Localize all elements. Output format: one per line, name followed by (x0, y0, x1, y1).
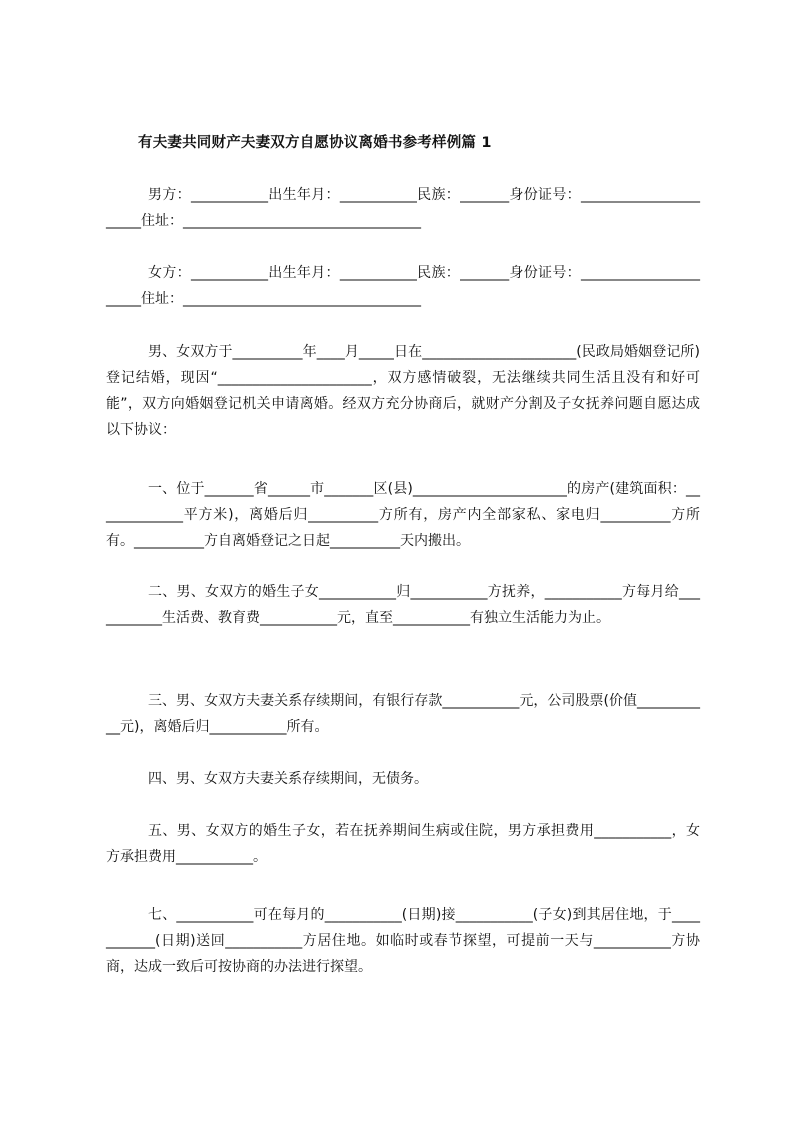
paragraph-clause-visitation: 七、___________可在每月的___________(日期)接___________(子女)到其居住地，于___________(日期)送回___________方居住地。如临时或春节探望，可提前一天与___________方协商，达成一致后可按协商的办法进行探望。 (106, 907, 700, 975)
paragraph-clause-medical: 五、男、女双方的婚生子女，若在抚养期间生病或住院，男方承担费用___________，女方承担费用___________。 (106, 823, 700, 865)
paragraph-clause-savings: 三、男、女双方夫妻关系存续期间，有银行存款___________元，公司股票(价值___________元)，离婚后归___________所有。 (106, 693, 700, 735)
paragraph-female-info: 女方：___________出生年月：___________民族：_______身份证号：______________________住址：__________________________________ (106, 265, 700, 307)
paragraph-clause-property: 一、位于_______省______市_______区(县)______________________的房产(建筑面积：_____________平方米)，离婚后归__________方所有，房产内全部家私、家电归__________方所有。__________方自离婚登记之日起__________天内搬出。 (106, 481, 700, 549)
paragraph-marriage-statement: 男、女双方于__________年____月_____日在______________________(民政局婚姻登记所)登记结婚，现因“______________________，双方感情破裂，无法继续共同生活且没有和好可能”，双方向婚姻登记机关申请离婚。经双方充分协商后，就财产分割及子女抚养问题自愿达成以下协议： (106, 344, 700, 438)
document-title: 有夫妻共同财产夫妻双方自愿协议离婚书参考样例篇 1 (138, 135, 492, 151)
paragraph-clause-debt: 四、男、女双方夫妻关系存续期间，无债务。 (148, 771, 428, 787)
paragraph-clause-child-custody: 二、男、女双方的婚生子女___________归___________方抚养，___________方每月给___________生活费、教育费___________元，直至___________有独立生活能力为止。 (106, 584, 700, 626)
paragraph-male-info: 男方：___________出生年月：___________民族：_______身份证号：______________________住址：__________________________________ (106, 187, 700, 229)
